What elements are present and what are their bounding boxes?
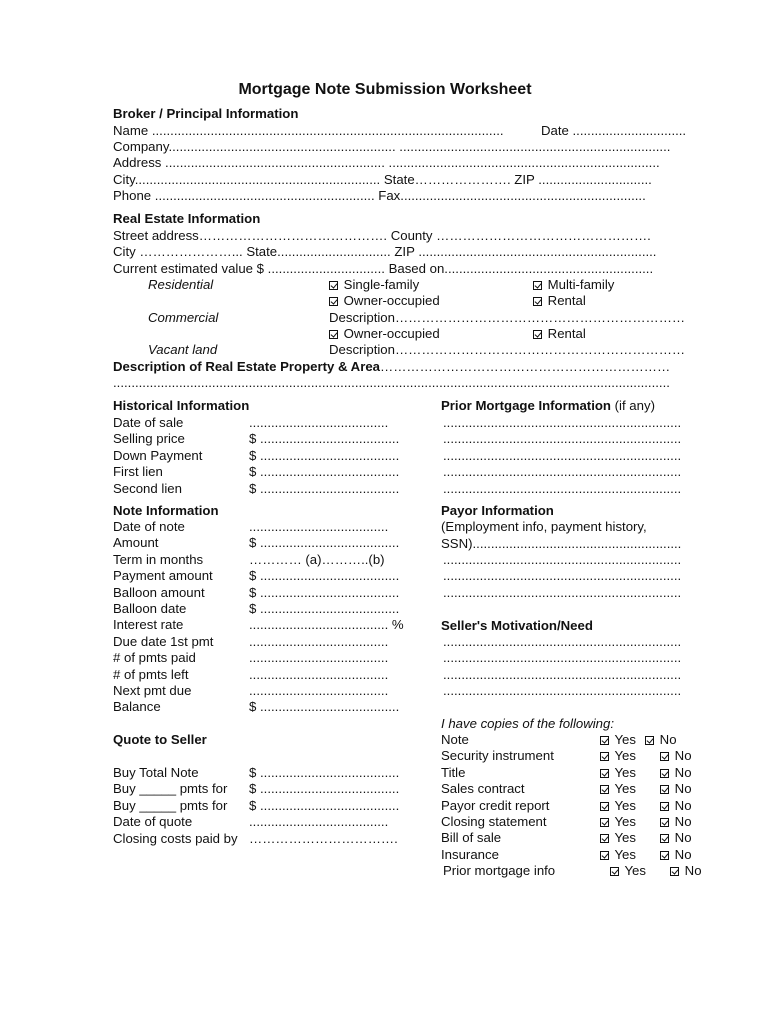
checkbox-icon[interactable] xyxy=(600,752,609,761)
prior-mortgage-line[interactable]: ................................................................. xyxy=(443,480,682,496)
quote-label: Buy _____ pmts for xyxy=(113,797,228,813)
copies-no-option[interactable]: No xyxy=(660,847,692,863)
copies-yes-option[interactable]: Yes xyxy=(600,814,636,830)
payor-heading: Payor Information xyxy=(441,503,554,518)
copies-yes-option[interactable]: Yes xyxy=(600,781,636,797)
estimated-value-field[interactable]: Current estimated value $ ................................ Based on......................................................... xyxy=(113,261,654,276)
commercial-description-field[interactable]: Description………………………………………………………… xyxy=(329,310,686,325)
checkbox-icon[interactable] xyxy=(660,785,669,794)
quote-field[interactable]: $ ...................................... xyxy=(249,765,400,780)
broker-address-field[interactable]: Address ............................................................ .......................................................................... xyxy=(113,155,660,170)
checkbox-icon[interactable] xyxy=(329,281,338,290)
prior-mortgage-line[interactable]: ................................................................. xyxy=(443,431,682,447)
note-field[interactable]: ...................................... % xyxy=(249,617,404,633)
broker-date-field[interactable]: Date ............................... xyxy=(541,123,687,138)
copies-item-label: Title xyxy=(441,764,466,780)
checkbox-icon[interactable] xyxy=(660,834,669,843)
note-label: Amount xyxy=(113,535,159,551)
note-label: Balance xyxy=(113,699,161,715)
copies-no-option[interactable]: No xyxy=(670,863,702,879)
vacant-description-field[interactable]: Description………………………………………………………… xyxy=(329,342,686,357)
note-label: Interest rate xyxy=(113,617,184,633)
note-label: Date of note xyxy=(113,519,185,534)
copies-item-label: Security instrument xyxy=(441,748,554,764)
checkbox-icon[interactable] xyxy=(600,802,609,811)
historical-heading: Historical Information xyxy=(113,398,250,413)
copies-yes-option[interactable]: Yes xyxy=(610,863,646,879)
historical-label: Second lien xyxy=(113,480,182,496)
historical-field[interactable]: $ ...................................... xyxy=(249,447,400,463)
historical-label: Date of sale xyxy=(113,415,184,430)
checkbox-icon[interactable] xyxy=(600,818,609,827)
broker-phone-field[interactable]: Phone ............................................................ Fax................................................................... xyxy=(113,188,646,203)
rental-option[interactable]: Rental xyxy=(533,293,586,309)
copies-item-label: Note xyxy=(441,732,469,747)
copies-no-option[interactable]: No xyxy=(660,781,692,797)
quote-label: Buy _____ pmts for xyxy=(113,781,228,797)
copies-item-label: Insurance xyxy=(441,846,499,862)
commercial-label: Commercial xyxy=(148,310,219,325)
copies-no-option[interactable]: No xyxy=(660,765,692,781)
copies-item-label: Sales contract xyxy=(441,781,525,797)
note-field[interactable]: $ ...................................... xyxy=(249,699,400,715)
note-field[interactable]: ...................................... xyxy=(249,683,389,698)
commercial-owner-occupied-option[interactable]: Owner-occupied xyxy=(329,326,440,342)
quote-field[interactable]: $ ...................................... xyxy=(249,781,400,797)
copies-no-option[interactable]: No xyxy=(660,748,692,764)
quote-field[interactable]: ……………………………. xyxy=(249,830,398,846)
quote-heading: Quote to Seller xyxy=(113,732,207,747)
broker-city-field[interactable]: City................................................................... State…………………. ZIP ............................... xyxy=(113,172,652,187)
checkbox-icon[interactable] xyxy=(600,851,609,860)
quote-label: Date of quote xyxy=(113,814,193,830)
checkbox-icon[interactable] xyxy=(660,769,669,778)
property-description-heading: Description of Real Estate Property & Area xyxy=(113,359,381,374)
checkbox-icon[interactable] xyxy=(600,834,609,843)
quote-field[interactable]: $ ...................................... xyxy=(249,797,400,813)
copies-yes-option[interactable]: Yes xyxy=(600,830,636,846)
note-field[interactable]: ...................................... xyxy=(249,650,389,666)
copies-yes-option[interactable]: Yes xyxy=(600,732,636,748)
checkbox-icon[interactable] xyxy=(610,867,619,876)
re-city-field[interactable]: City …………………... State............................... ZIP ................................................................. xyxy=(113,244,657,259)
checkbox-icon[interactable] xyxy=(533,281,542,290)
copies-yes-option[interactable]: Yes xyxy=(600,798,636,814)
checkbox-icon[interactable] xyxy=(600,785,609,794)
prior-mortgage-line[interactable]: ................................................................. xyxy=(443,464,682,480)
copies-yes-option[interactable]: Yes xyxy=(600,765,636,781)
seller-line[interactable]: ................................................................. xyxy=(443,666,682,682)
payor-ssn-field[interactable]: SSN)......................................................... xyxy=(441,536,682,551)
historical-field[interactable]: ...................................... xyxy=(249,415,389,430)
checkbox-icon[interactable] xyxy=(533,297,542,306)
copies-no-option[interactable]: No xyxy=(660,798,692,814)
quote-field[interactable]: ...................................... xyxy=(249,814,389,830)
checkbox-icon[interactable] xyxy=(660,802,669,811)
note-label: Balloon amount xyxy=(113,584,205,600)
payor-line[interactable]: ................................................................. xyxy=(443,552,682,567)
quote-label: Buy Total Note xyxy=(113,765,199,780)
copies-item-label: Prior mortgage info xyxy=(443,863,556,879)
historical-field[interactable]: $ ...................................... xyxy=(249,480,400,496)
quote-label: Closing costs paid by xyxy=(113,830,238,846)
copies-item-label: Payor credit report xyxy=(441,797,550,813)
prior-mortgage-line[interactable]: ................................................................. xyxy=(443,447,682,463)
checkbox-icon[interactable] xyxy=(329,297,338,306)
checkbox-icon[interactable] xyxy=(533,330,542,339)
historical-label: Down Payment xyxy=(113,447,203,463)
checkbox-icon[interactable] xyxy=(660,818,669,827)
note-field[interactable]: ...................................... xyxy=(249,633,389,649)
street-address-field[interactable]: Street address……………………………………. County …………………………………………. xyxy=(113,228,651,243)
payor-description: (Employment info, payment history, xyxy=(441,519,647,534)
note-heading: Note Information xyxy=(113,503,219,518)
broker-company-field[interactable]: Company.............................................................. .......................................................................... xyxy=(113,139,671,154)
multi-family-option[interactable]: Multi-family xyxy=(533,277,614,293)
residential-label: Residential xyxy=(148,277,214,292)
payor-line[interactable]: ................................................................. xyxy=(443,584,682,600)
checkbox-icon[interactable] xyxy=(329,330,338,339)
checkbox-icon[interactable] xyxy=(660,851,669,860)
copies-no-option[interactable]: No xyxy=(645,732,677,748)
checkbox-icon[interactable] xyxy=(660,752,669,761)
property-description-line-2[interactable]: ........................................................................................................................................................ xyxy=(113,375,670,390)
copies-yes-option[interactable]: Yes xyxy=(600,847,636,863)
seller-line[interactable]: ................................................................. xyxy=(443,650,682,666)
note-field[interactable]: $ ...................................... xyxy=(249,568,400,584)
checkbox-icon[interactable] xyxy=(600,769,609,778)
historical-label: First lien xyxy=(113,464,163,480)
broker-name-field[interactable]: Name ................................................................................................ xyxy=(113,123,504,138)
page-title: Mortgage Note Submission Worksheet xyxy=(238,81,532,98)
copies-heading: I have copies of the following: xyxy=(441,716,615,731)
payor-line[interactable]: ................................................................. xyxy=(443,568,682,584)
note-label: Payment amount xyxy=(113,568,213,584)
commercial-rental-option[interactable]: Rental xyxy=(533,326,586,342)
note-field[interactable]: ...................................... xyxy=(249,666,389,682)
seller-line[interactable]: ................................................................. xyxy=(443,634,682,649)
note-label: Next pmt due xyxy=(113,683,192,698)
note-label: Term in months xyxy=(113,551,204,567)
property-description-line[interactable]: Description of Real Estate Property & Area………………………………………………………… xyxy=(113,359,671,374)
prior-mortgage-heading-line: Prior Mortgage Information (if any) xyxy=(441,398,655,413)
single-family-option[interactable]: Single-family xyxy=(329,277,419,293)
seller-line[interactable]: ................................................................. xyxy=(443,683,682,699)
note-label: Balloon date xyxy=(113,601,187,616)
copies-no-option[interactable]: No xyxy=(660,830,692,846)
checkbox-icon[interactable] xyxy=(670,867,679,876)
owner-occupied-option[interactable]: Owner-occupied xyxy=(329,293,440,309)
vacant-land-label: Vacant land xyxy=(148,342,218,357)
historical-label: Selling price xyxy=(113,431,185,447)
prior-mortgage-line[interactable]: ................................................................. xyxy=(443,415,682,430)
copies-no-option[interactable]: No xyxy=(660,814,692,830)
note-field[interactable]: $ ...................................... xyxy=(249,601,400,616)
copies-yes-option[interactable]: Yes xyxy=(600,748,636,764)
note-field[interactable]: $ ...................................... xyxy=(249,535,400,551)
historical-field[interactable]: $ ...................................... xyxy=(249,431,400,447)
real-estate-heading: Real Estate Information xyxy=(113,211,261,226)
note-label: # of pmts left xyxy=(113,666,189,682)
copies-item-label: Bill of sale xyxy=(441,830,502,846)
checkbox-icon[interactable] xyxy=(645,736,654,745)
seller-heading: Seller's Motivation/Need xyxy=(441,618,593,633)
copies-item-label: Closing statement xyxy=(441,814,547,829)
note-field[interactable]: ...................................... xyxy=(249,519,389,534)
historical-field[interactable]: $ ...................................... xyxy=(249,464,400,480)
checkbox-icon[interactable] xyxy=(600,736,609,745)
note-label: # of pmts paid xyxy=(113,650,196,666)
note-field[interactable]: $ ...................................... xyxy=(249,584,400,600)
note-field[interactable]: ………… (a)………..(b) xyxy=(249,551,385,567)
note-label: Due date 1st pmt xyxy=(113,633,214,649)
broker-heading: Broker / Principal Information xyxy=(113,106,299,121)
